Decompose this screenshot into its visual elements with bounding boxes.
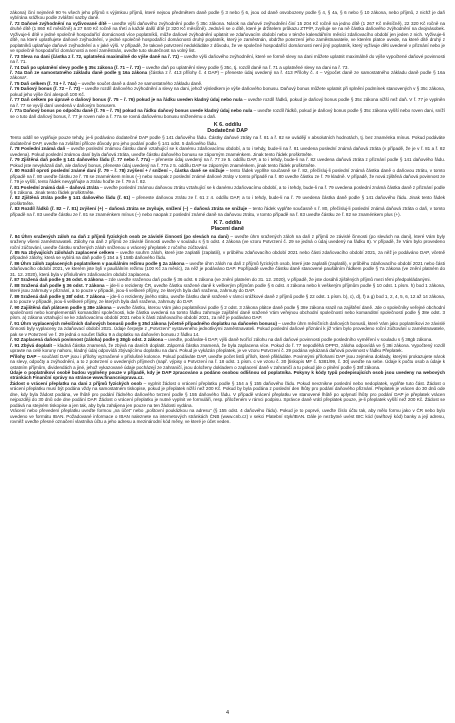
- paragraph: ř. 88 Sražená daň podle § 36 odst. 7 zákona – jde-li o rezidenty ČR, uveďte částku sražené daně k veškerým příjmům podle § 6 odst. 4 zákona nebo k veškerým příjmům podle § 10 odst. 1 písm. h) bod 1 zákona, které jsou zahrnuty v přiznání, a to pouze v případě, jsou-li veškeré příjmy, ze kterých byla daň sražena, zahrnuty do DAP.: [10, 282, 445, 294]
- paragraph: ř. 77a Daňový bonus po odpočtu daně (ř. 76 – ř. 75) pokud na řádku daňový bonus uvede kladný údaj nebo nula – uveďte rozdíl řádků, pokud je daňový bonus podle § 35c zákona vyšší nebo roven dani, sníží se o tuto daň daňový bonus, ř. 77 je roven nule a ř. 77a se rovná daňovému bonusu sníženému o daň.: [10, 108, 445, 119]
- section-7-body: [10, 234, 445, 425]
- paragraph: ř. 82 Zjištěná ztráta podle § 141 daňového řádu (ř. 61) – přeneste daňovou ztrátu ze ř. 61 z 4. oddílu DAP, a to i tehdy, bude-li na ř. 79 uvedena částka daně podle § 141 daňového řádu. Jinak tento řádek proškrtněte.: [10, 195, 445, 206]
- paragraph: ř. 76 Daňový bonus (ř. 72 – ř. 73) – uveďte rozdíl daňového zvýhodnění a slevy na dani, jehož výsledkem je výše daňového bonusu. Daňový bonus můžete uplatnit při splnění podmínek stanovených v § 35c zákona, pokud jeho výše činí alespoň 100 Kč.: [10, 86, 445, 97]
- paragraph: ř. 85 Na zbývajících zálohách zaplacené celkem – uveďte souhrn záloh, které jste zaplatili (zaplatili), v průběhu zdaňovacího období 2021 nebo části zdaňovacího období 2021, za něž je podáváno DAP, včetně případné zálohy, která se vybírá na daň podle § 154 a § 158b daňového řádu.: [10, 250, 445, 261]
- section-6-subtitle: Dodatečné DAP: [207, 128, 248, 135]
- section-6-body: [10, 135, 445, 217]
- paragraph: Tento oddíl se vyplňuje pouze tehdy, je-li podáváno dodatečné DAP podle § 141 daňového řádu. Částky daňové ztráty na ř. 81 a ř. 82 se uvádějí v absolutních hodnotách, tj. bez znaménka mínus. Pokud podáváte dodatečné DAP, uveďte na zvláštní příloze důvody pro jeho podání podle § 141 odst. 5 daňového řádu.: [10, 135, 445, 146]
- page-number: 4: [225, 710, 230, 716]
- paragraph: ř. 74 Daň po uplatnění slevy podle § 35c zákona (ř. 71 – ř. 73) – uveďte daň po uplatnění slevy podle § 35c, tj. rozdíl daně na ř. 71 a uplatněné slevy na dani na ř. 73.: [10, 64, 349, 70]
- paragraph: Vrácení nebo převedení přeplatku uveďte formou „na účet“ nebo „poštovní poukázkou na adresu“ (§ 155 odst. 4 daňového řádu). Pokud je to poprvé, uveďte číslo účtu tak, aby mělo formu jako v ČR nebo bylo uvedeno ve formátu IBAN. Požadované informace o IBAN naleznete na internetových stránkách ČNB (www.cnb.cz) v sekci Platební styk/IBAN. Dále je nezbytné uvést BIC kód (swiftový kód) banky a její adresu, rovněž uveďte přesné označení vlastníka účtu a jeho adresu a mezinárodní kód měny, ve které je účet veden.: [10, 408, 445, 425]
- paragraph: ř. 92 Zaplacená daňová povinnost (záloha) podle § 38gb odst. 2 zákona – uveďte, podáváte-li DAP, výši daně tvořící zálohu na daň daňové povinnosti podle posledního vyměření v souladu s § 38gb zákona.: [10, 337, 433, 343]
- section-7-subtitle: Placení daně: [211, 226, 244, 233]
- section-6-title: K 6. oddílu: [213, 122, 242, 129]
- paragraph: ř. 87 Sražená daň podle § 36 odst. 6 zákona – zde uveďte sraženou daň podle § 36 odst. 6 zákona (ve znění platném do 31. 12. 2020), v případě, že jste dosáhli zjištěných příjmů mezi těmi předpokládanými.: [10, 277, 431, 283]
- paragraph: ř. 74a Daň ze samostatného základu daně podle § 16a zákona (částka z ř. 413 přílohy č. 4 DAP) – přeneste údaj uvedený na ř. 413 Přílohy č. 4 – Výpočet daně ze samostatného základu daně podle § 16a zákona*.: [10, 69, 445, 81]
- paragraph: ř. 73 Sleva na dani (částka z ř. 72, uplatněná maximálně do výše daně na ř. 71) – uveďte výši daňového zvýhodnění, které ve formě slevy na dani můžete uplatnit maximálně do výše vypočtené daňové povinnosti na ř. 71.: [10, 53, 446, 65]
- paragraph: ř. 89 Sražená daň podle § 38f odst. 7 zákona – jde-li o rezidenty jiného státu, uveďte částku daně sražené v rámci srážkové daně z příjmů podle § 22 odst. 1 písm. b), c), d), f) a g) bod 1, 2, 4, 5, 6, 12 až 14 zákona, a to pouze v případě, jsou-li veškeré příjmy, ze kterých byla daň sražena, zahrnuty do DAP.: [10, 293, 445, 305]
- paragraph: Údaje o poplatníkovi osobě budou vyplněny pouze v případě, kdy je DAP zpracováno a podáno osobou odlišnou od poplatníka. Pokyny k kódy typů podepisujících osob jsou uvedeny na webových stránkách Finanční správy na stránce www.financnisprava.cz.: [10, 370, 445, 381]
- paragraph: ř. 75 Daň celkem (ř. 74 + ř. 74a) – uveďte součet daně a daně ze samostatného základu daně.: [10, 80, 203, 86]
- paragraph: ř. 91 Zbývá doplatit – kladná částka znamená, že zbývá na daních doplatit. Záporná částka znamená, že byla zaplacena více. Pokud do ř. 77 nepodléhá DPPO, záloha odpovídá ve § 38i zákona. Vypočtený rozdíl upravte na celé koruny nahoru, kladný údaj odpovídá zbývajícímu doplatku na dani. Pokud je vykázán přeplatek, je ve vzoru Potvrzení č. 29 podána vykázaná daňová povinnost v řádku Přeplatek.: [10, 342, 445, 354]
- paragraph: ř. 77 Daň celkem po úpravě o daňový bonus (ř. 75 – ř. 76) pokud je na řádku uveden kladný údaj nebo nula – uveďte rozdíl řádků, pokud je daňový bonus podle § 35c zákona nižší než daň. V ř. 77 je vyplněn na ř. 77 se vyvíjí daní uvedená v daňovým bonusem.: [10, 97, 445, 108]
- paragraph: ř. 83 Rozdíl řádků (ř. 82 – ř. 81) zvýšení (+) – daňová ztráta se zvyšuje, snížení (–) – daňová ztráta se snižuje – tento řádek vyplňte současně s ř. 80, přečísluj-li poslední známá daňová ztráta o daň, v tomto případě na ř. 83 uveďte částku ze ř. 81 se znaménkem mínus (–) nebo naopak z poslední známé daně na daňovou ztrátu, v tomto případě na ř. 83 uveďte částku ze ř. 82 se znaménkem plus (+).: [10, 206, 445, 217]
- paragraph: ř. 90 Zajištěná daň plátcem podle § 38e zákona – uveďte částku, kterou Vám jako poplatníkovi podle § 2 odst. 3 zákona plátce daně podle § 38e zákona srazil na zajištění daně. Jde o společníky veřejné obchodní společnosti nebo komplementáři komanditní společnosti, kde částka uvedená na tomto řádku zahrnuje zajištění daně sražené Vám veřejnou obchodní společností nebo komanditní společností podle § 38e odst. 3 písm. a) zákona vztahující se ke zdaňovacímu období 2021 nebo k části zdaňovacího období 2021, za něž je podáváno DAP.: [10, 304, 445, 321]
- paragraph: ř. 84 Úhrn sražených záloh na daň z příjmů fyzických osob ze závislé činnosti (po slevách na dani) – uveďte úhrn sražených záloh na daň z příjmů ze závislé činnosti (po slevách na dani), které Vám byly sraženy všemi zaměstnavateli. Zálohy na daň z příjmů ze závislé činnosti uveďte v souladu s § 5 odst. 4 zákona (ve vzoru Potvrzení č. 29 se jedná o údaj uvedený na řádku 8). V případě, že Vám bylo provedeno roční zúčtování, uveďte částku sražených záloh sníženou o vrácený přeplatek z ročního zúčtování.: [10, 233, 445, 250]
- top-block: [10, 10, 445, 119]
- paragraph: ř. 86 Úhrn záloh zaplacených poplatníkem v paušálním režimu podle § 2a zákona – uveďte úhrn záloh na daň z příjmů fyzických osob, které jste zaplatili (zaplatili), v průběhu zdaňovacího období 2021 nebo části zdaňovacího období 2021, ve kterém jste byli v paušálním režimu (100 Kč za měsíc), za něž je podáváno DAP. Popřípadě uveďte částku daně stanovené paušálním řádkem podle § 7a zákona (ve znění platném do 31. 12. 2020), která byla v příslušném zdaňovacím období zaplacena.: [10, 260, 445, 277]
- paragraph: zákona) činí nejméně 90 % všech jeho příjmů s výjimkou příjmů, které nejsou předmětem daně podle § 3 nebo § 6, jsou od daně osvobozeny podle § 4, § 4a, § 6 nebo § 10 zákona, nebo příjmů, z nichž je daň vybírána srážkou podle zvláštní sazby daně.: [10, 10, 445, 21]
- section-6-heading: [10, 122, 445, 134]
- paragraph: ř. 81 Poslední známá daň – daňová ztráta – uveďte poslední známou daňovou ztrátu vztahující se k danému zdaňovacímu období, a to i tehdy, bude-li na ř. 79 uvedena poslední známá částka daně z přiznání podle § 6 zákona. Jinak tento řádek proškrtněte.: [10, 184, 445, 195]
- section-7-heading: [10, 220, 445, 232]
- paragraph: ř. 91 Úhrn vyplacených měsíčních daňových bonusů podle § 35d zákona (včetně případného doplatku na daňovém bonusu) – uveďte úhrn měsíčních daňových bonusů, které Vám jako poplatníkovi ze závislé činnosti byly vyplaceny za zdaňovací období 2021. Údaje čerpejte z „Potvrzení“ vystaveného jednotlivými zaměstnavateli. Pokud poslední daňové přiznání k již Vám bylo provedeno roční zúčtování u zaměstnavatele, pak se v Potvrzení ve ř. 29 jedná o součet řádku 9 a doplatku na daňovém bonusu z řádku 14.: [10, 320, 446, 337]
- paragraph: ř. 78 Poslední známá daň – uveďte poslední známou částku daně vztahující se k danému zdaňovacímu období, a to i tehdy, bude-li na ř. 81 uvedena poslední známá daňová ztráta (v případě, že je v ř. 81 a ř. 82 uvedena). Pokud poslední známou daní byla daňová ztráta, uveďte částku daňového bonusu se záporným znaménkem. Jinak tento řádek proškrtněte.: [10, 146, 445, 157]
- paragraph: Přílohy DAP – součástí DAP jsou i přílohy vyznačené v příslušné kolonce. Pokud podáváte DAP, uveďte počet listů příloh, které přikládáte. Povinnými přílohami DAP jsou zejména doklady, kterými prokazujete nárok na slevy, odpočty a zvýhodnění, a to z potvrzení o uvedených příjmech (např. výpisy o Potvrzení na ř. 18 odst. 1 písm. c ve vzoru č. 30 [tiskopis MF č. 5381/99, č. 30] uveďte na sebe. Údaje k počtu osob a údaje k ostatním příjmům, dividendách a jiné, jehož vykazované údaje pocházejí ze zahraničí, jsou doloženy dokladem o zaplacení daně v zahraničí a tu pokud jde o plnění podle § 38f zákona.: [10, 353, 445, 370]
- section-7-title: K 7. oddílu: [213, 220, 242, 227]
- paragraph: ř. 79 Zjištěná daň podle § 141 daňového řádu (ř. 77 nebo ř. 77a) – přeneste údaj uvedený na ř. 77 ze 5. oddílu DAP, a to i tehdy, bude-li na ř. 82 uvedena daňová ztráta z přiznání podle § 141 daňového řádu. Pokud jste nevykázali daň, ale daňový bonus, přeneste údaj uvedený na ř. 77a z 5. oddílu DAP se záporným znaménkem, jinak tento řádek proškrtněte.: [10, 157, 446, 168]
- paragraph: ř. 80 Rozdíl oproti poslední známé dani (ř. 79 – ř. 78) zvýšení + / snížení –, částka daně se snižuje – tento řádek vyplňte současně se ř. 82, přečísluj-li poslední známá částka daně o daňovou ztrátu, v tomto případě na ř. 80 uveďte částku ze ř. 78 se znaménkem mínus (–) nebo naopak z poslední známé daňové ztráty v tomto případě na ř. 80 uveďte částku ze ř. 79 kladně. V případě, že nová zjištěná daňová povinnost ze ř. 79 je vyšší, tento řádek nevyplňujte a ztrátu hoďte ze ř. 79 a ř. 82.: [10, 168, 445, 185]
- paragraph: Žádost o vrácení přeplatku na dani z příjmů fyzických osob – vyplnit žádost o vrácení přeplatku podle § 154 a § 155 daňového řádu. Pokud nevznikne poslední nebo nedoplatek, vyplňte tuto část. Žádost o vrácení přeplatku musí být podána vždy na samostatném tiskopise, pokud je přeplatek nižší než 200 Kč. Pokud by byla podána z poslední den lhůty pro podání daňového přiznání. Přeplatek je vrácen do 30 dnů ode dne, kdy byla žádost podána, ve lhůtě pro podání řádného daňového tvrzení podle § 155 daňového řádu. V případě vrácení přeplatku ve stanovené lhůtě po uplynutí lhůty pro podání DAP je přeplatek vrácen nejpozději do 30 dnů ode dne podání DAP. Žádost o vrácení přeplatku je nutné vyplnit ve formuláři, resp. přiloženém v rámci podpisu. Správce daně vrátí přeplatek pouze, je-li přeplatek vyšší než 200 Kč. Žádost se podává na stejném tiskopise a jen tak, aby byla zahájena jen pouze na ten žádosti vydána.: [10, 380, 445, 408]
- paragraph: ř. 72 Daňové zvýhodnění na vyživované dítě – uveďte výši daňového zvýhodnění podle § 35c zákona. Nárok na daňové zvýhodnění činí 15 204 Kč ročně na jedno dítě (1 267 Kč měsíčně), 22 320 Kč ročně na druhé dítě (1 860 Kč měsíčně) a 27 840 Kč ročně na třetí a každé další dítě (2 320 Kč měsíčně). Jedná-li se o dítě, které je držitelem průkazu ZTP/P, zvyšuje se na ně částka daňového zvýhodnění na dvojnásobek. Vyživuje-li dítě v jedné společně hospodařící domácnosti více poplatníků, může daňové zvýhodnění uplatnit ve zdaňovacím období nebo v témže kalendářním měsíci zdaňovacího období jen jeden z nich. Vyživuje-li dítě, na které uplatňujete daňové zvýhodnění, v jedné společně hospodařící domácnosti druhý poplatník, který je zaměstnán, obdržte potvrzení jeho zaměstnavatele, ve kterém platce uvede, na které dítě druhý z poplatníků uplatňuje daňové zvýhodnění a v jaké výši. V případě, že takové potvrzení nedokládáte z důvodu, že ve společné hospodařící domácnosti není jiný poplatník, který vyživuje děti uvedené v přiznání nebo je ve společně hospodařící domácnosti a není zaměstnán, uveďte tuto skutečnost na volný list.: [10, 20, 446, 54]
